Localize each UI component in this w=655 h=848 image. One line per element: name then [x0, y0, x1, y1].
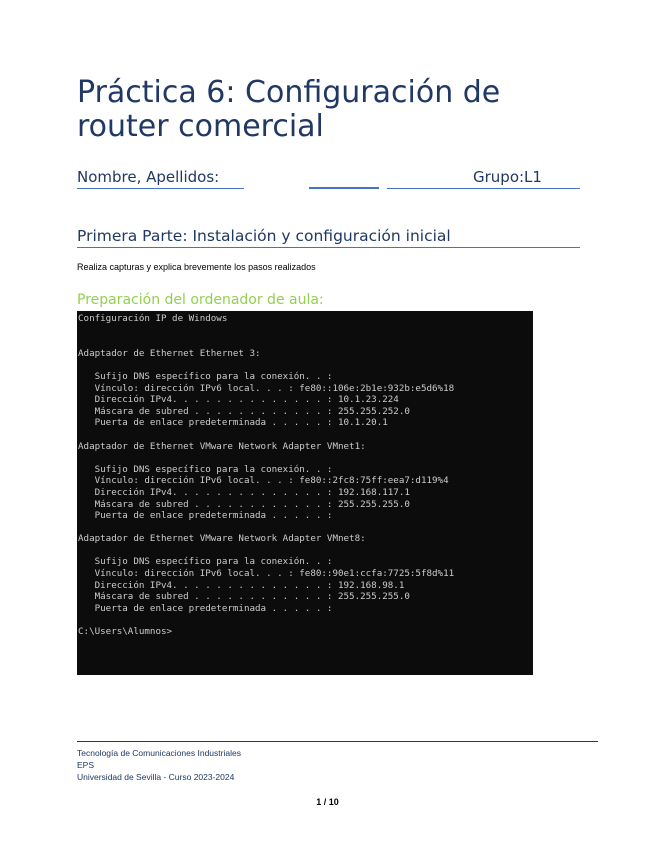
subheading: Preparación del ordenador de aula: — [77, 292, 324, 308]
name-fill-line — [309, 187, 379, 189]
terminal-screenshot — [77, 311, 533, 675]
terminal-line: Sufijo DNS específico para la conexión. . : — [94, 370, 333, 382]
terminal-line: Dirección IPv4. . . . . . . . . . . . . . : 10.1.23.224 — [94, 394, 399, 406]
terminal-line: Dirección IPv4. . . . . . . . . . . . . . : 192.168.117.1 — [94, 486, 410, 498]
terminal-line: Puerta de enlace predeterminada . . . . . : — [94, 510, 333, 522]
footer — [77, 747, 241, 783]
terminal-line: Dirección IPv4. . . . . . . . . . . . . . : 192.168.98.1 — [94, 579, 405, 591]
name-underline — [77, 188, 244, 189]
document-title: Práctica 6: Configuración de router comercial — [77, 75, 501, 144]
page-number: 1 / 10 — [316, 797, 339, 807]
group-underline — [387, 188, 580, 189]
footer-school: EPS — [77, 760, 95, 770]
section-heading: Primera Parte: Instalación y configuración inicial — [77, 227, 451, 245]
footer-course: Tecnología de Comunicaciones Industriales — [77, 748, 241, 758]
footer-divider — [77, 741, 598, 742]
terminal-line: Sufijo DNS específico para la conexión. . : — [94, 463, 333, 475]
student-fields — [77, 168, 580, 190]
terminal-line: Puerta de enlace predeterminada . . . . . : — [94, 602, 333, 614]
name-label: Nombre, Apellidos: — [77, 168, 220, 186]
group-label: Grupo:L1 — [473, 168, 542, 186]
terminal-line: Adaptador de Ethernet VMware Network Adapter VMnet1: — [78, 440, 366, 452]
terminal-output — [77, 311, 533, 638]
terminal-line: Puerta de enlace predeterminada . . . . . : 10.1.20.1 — [94, 417, 388, 429]
terminal-line: Adaptador de Ethernet VMware Network Adapter VMnet8: — [78, 533, 366, 545]
terminal-line: Máscara de subred . . . . . . . . . . . . : 255.255.252.0 — [94, 405, 410, 417]
section-divider — [77, 247, 580, 248]
terminal-line: Vínculo: dirección IPv6 local. . . : fe80::106e:2b1e:932b:e5d6%18 — [94, 382, 455, 394]
terminal-line: Máscara de subred . . . . . . . . . . . . : 255.255.255.0 — [94, 498, 410, 510]
terminal-line: Vínculo: dirección IPv6 local. . . : fe80::2fc8:75ff:eea7:d119%4 — [94, 475, 449, 487]
terminal-line: Máscara de subred . . . . . . . . . . . . : 255.255.255.0 — [94, 591, 410, 603]
instructions-text: Realiza capturas y explica brevemente los pasos realizados — [77, 262, 316, 272]
terminal-line: Vínculo: dirección IPv6 local. . . : fe80::90e1:ccfa:7725:5f8d%11 — [94, 568, 455, 580]
terminal-line: Adaptador de Ethernet Ethernet 3: — [78, 347, 261, 359]
footer-university: Universidad de Sevilla - Curso 2023-2024 — [77, 772, 235, 782]
terminal-line: Sufijo DNS específico para la conexión. . : — [94, 556, 333, 568]
terminal-line: C:\Users\Alumnos> — [78, 626, 173, 638]
terminal-line: Configuración IP de Windows — [78, 313, 228, 324]
